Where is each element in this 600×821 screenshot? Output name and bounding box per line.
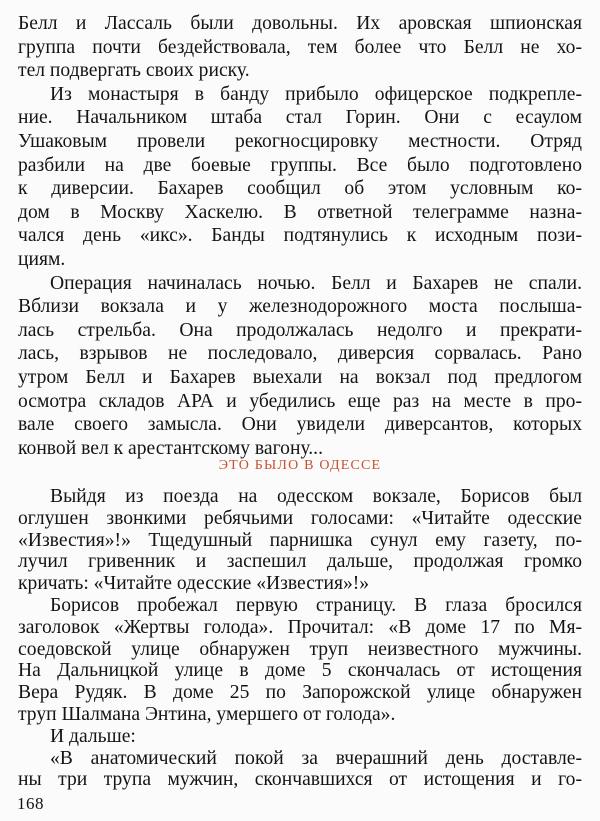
page-number: 168	[17, 794, 44, 813]
text-line: группа почти бездействовала, тем более что Белл не хо-	[18, 36, 582, 58]
text-line: ны три трупа мужчин, скончавшихся от истощения и го-	[18, 769, 582, 791]
text-line: На Дальницкой улице в доме 5 скончалась от истощения	[18, 660, 582, 682]
text-line: Выйдя из поезда на одесском вокзале, Борисов был	[50, 486, 582, 507]
text-line: Из монастыря в банду прибыло офицерское подкрепле-	[50, 83, 582, 105]
text-line: оглушен звонкими ребячьими голосами: «Читайте одесские	[18, 507, 582, 529]
text-line: осмотра складов АРА и убедились еще раз на месте в про-	[18, 390, 582, 412]
text-line: конвой вел к арестантскому вагону...	[18, 437, 323, 459]
text-line: Вблизи вокзала и у железнодорожного моста послыша-	[18, 296, 582, 318]
text-line: Белл и Лассаль были довольны. Их аровская шпионская	[18, 13, 582, 34]
text-line: Операция начиналась ночью. Белл и Бахарев не спали.	[50, 272, 582, 294]
text-line: дом в Москву Хаскелю. В ответной телеграмме назна-	[18, 201, 582, 223]
text-line: разбили на две боевые группы. Все было подготовлено	[18, 154, 582, 176]
text-line: «В анатомический покой за вчерашний день доставле-	[50, 747, 582, 769]
text-line: чался день «икс». Банды подтянулись к исходным пози-	[18, 225, 582, 247]
text-line: Борисов пробежал первую страницу. В глаза бросился	[50, 595, 582, 616]
text-line: лась стрельба. Она продолжалась недолго и прекрати-	[18, 319, 582, 341]
text-line: ние. Начальником штаба стал Горин. Они с есаулом	[18, 107, 582, 129]
text-line: лась, взрывов не последовало, диверсия сорвалась. Рано	[18, 343, 582, 365]
text-line: кричать: «Читайте одесские «Известия»!»	[18, 573, 370, 595]
text-line: И дальше:	[50, 725, 136, 747]
text-line: лучил гривенник и заспешил дальше, продолжая громко	[18, 551, 582, 573]
text-line: заголовок «Жертвы голода». Прочитал: «В доме 17 по Мя-	[18, 616, 582, 638]
text-line: труп Шалмана Энтина, умершего от голода».	[18, 704, 396, 725]
text-line: Ушаковым провели рекогносцировку местности. Отряд	[18, 131, 582, 152]
chapter-heading: ЭТО БЫЛО В ОДЕССЕ	[218, 458, 382, 473]
text-line: тел подвергать своих риску.	[18, 60, 250, 82]
text-line: утром Белл и Бахарев выехали на вокзал под предлогом	[18, 367, 582, 388]
text-line: Вера Рудяк. В доме 25 по Запорожской улице обнаружен	[18, 682, 582, 704]
text-line: вале своего замысла. Они увидели диверсантов, которых	[18, 414, 582, 436]
text-line: циям.	[18, 249, 66, 270]
text-line: «Известия»!» Тщедушный парнишка сунул ему газету, по-	[18, 529, 582, 551]
text-line: соедовской улице обнаружен труп неизвестного мужчины.	[18, 638, 582, 660]
text-line: к диверсии. Бахарев сообщил об этом условным ко-	[18, 178, 582, 200]
